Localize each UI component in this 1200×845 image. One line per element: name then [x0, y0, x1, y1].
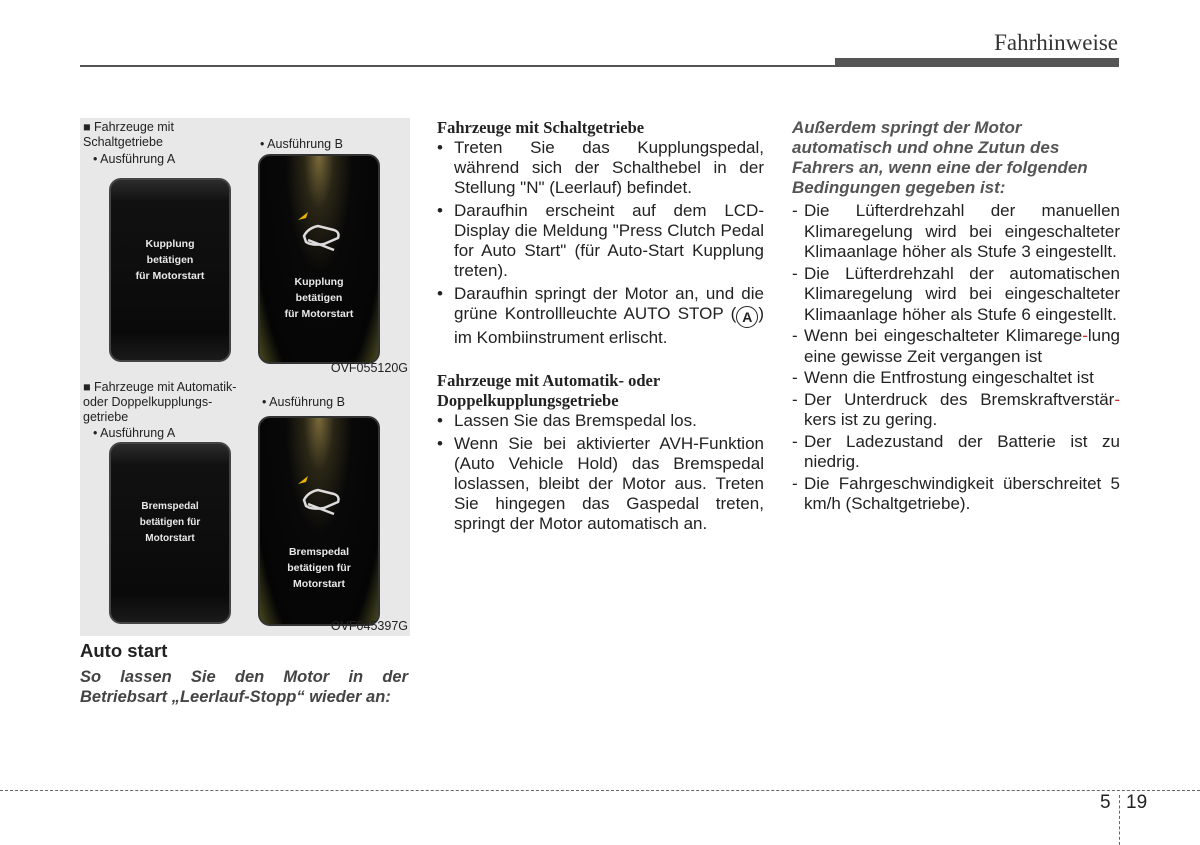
header-rule-bar: [835, 58, 1119, 67]
figure-code: OVF055120G: [330, 361, 408, 375]
figure-caption-a: • Ausführung A: [93, 152, 176, 166]
list-item: - Die Lüfterdrehzahl der automatischen Klimaregelung wird bei eingeschalteter Klimaanlage höher als Stufe 6 eingestellt.: [792, 264, 1120, 326]
manual-steps-list: [437, 138, 764, 348]
figure-caption-b: • Ausführung B: [262, 395, 345, 409]
lcd-display-a: [109, 178, 231, 362]
conditions-list: [792, 201, 1120, 515]
lcd-text-line: Bremspedal: [141, 501, 199, 512]
lcd-text-line: betätigen: [295, 292, 343, 304]
page-number: 19: [1126, 792, 1148, 813]
figure-group-caption: ■ Fahrzeuge mit Schaltgetriebe: [83, 120, 174, 149]
footer-divider: [1119, 795, 1120, 845]
list-item: - Die Fahrgeschwindigkeit überschreitet 5 km/h (Schaltgetriebe).: [792, 474, 1120, 515]
foot-pedal-icon: [294, 210, 346, 254]
lcd-text-line: Kupplung: [294, 276, 344, 288]
figure-caption-b: • Ausführung B: [260, 137, 343, 151]
lcd-text-line: Bremspedal: [288, 546, 350, 558]
lcd-display-a: [109, 442, 231, 624]
list-item-text: ) im Kombiinstrument erlischt.: [454, 304, 764, 347]
list-item: • Treten Sie das Kupplungspedal, während sich der Schalthebel in der Stellung "N" (Leerlauf) befindet.: [437, 138, 764, 198]
conditions-heading: Außerdem springt der Motor automatisch und ohne Zutun des Fahrers an, wenn eine der folgenden Bedingungen gegeben ist:: [792, 118, 1088, 197]
figure-group-caption: getriebe: [83, 410, 129, 424]
chapter-number: 5: [1100, 792, 1111, 813]
section-subheading: So lassen Sie den Motor in der Betriebsart „Leerlauf-Stopp“ wieder an:: [80, 668, 408, 706]
list-item: • Daraufhin erscheint auf dem LCD-Display die Meldung "Press Clutch Pedal for Auto Start" (für Auto-Start Kupplung treten).: [437, 201, 764, 281]
list-item: • Wenn Sie bei aktivierter AVH-Funktion (Auto Vehicle Hold) das Bremspedal loslassen, bleibt der Motor aus. Treten Sie hingegen das Gaspedal treten, springt der Motor automatisch an.: [437, 434, 764, 534]
list-item: [437, 284, 764, 348]
figure-group-caption: oder Doppelkupplungs-: [83, 395, 213, 409]
page-header-title: Fahrhinweise: [994, 30, 1118, 55]
automatic-transmission-heading: Fahrzeuge mit Automatik- oder Doppelkupplungsgetriebe: [437, 371, 660, 410]
lcd-text-line: betätigen für: [139, 517, 201, 528]
lcd-display-b: [258, 416, 380, 626]
list-item-text: Daraufhin springt der Motor an, und die grüne Kontrollleuchte AUTO STOP (: [454, 284, 764, 323]
list-item: - Der Unterdruck des Bremskraftverstär-kers ist zu gering.: [792, 390, 1120, 431]
list-item: • Lassen Sie das Bremspedal los.: [437, 411, 764, 431]
list-item: - Wenn bei eingeschalteter Klimarege-lung eine gewisse Zeit vergangen ist: [792, 326, 1120, 367]
hyphen-mark: -: [1114, 389, 1120, 409]
lcd-display-b: [258, 154, 380, 364]
section-heading: Auto start: [80, 640, 168, 661]
figure-caption-a: • Ausführung A: [93, 426, 176, 440]
column-middle: [437, 118, 764, 537]
lcd-text-line: für Motorstart: [135, 270, 205, 282]
header-rule: [80, 65, 835, 67]
figure-automatic-transmission: [80, 378, 410, 636]
column-right: [792, 118, 1120, 516]
figure-code: OVF045397G: [330, 619, 408, 633]
list-item: - Die Lüfterdrehzahl der manuellen Klimaregelung wird bei eingeschalteter Klimaanlage höher als Stufe 3 eingestellt.: [792, 201, 1120, 263]
manual-transmission-heading: Fahrzeuge mit Schaltgetriebe: [437, 118, 645, 137]
lcd-text-line: Kupplung: [145, 238, 195, 250]
auto-stop-a-icon: A: [736, 306, 758, 328]
lcd-text-line: Motorstart: [293, 578, 345, 590]
list-item: - Der Ladezustand der Batterie ist zu niedrig.: [792, 432, 1120, 473]
hyphen-mark: -: [1082, 326, 1088, 345]
lcd-text-line: betätigen: [146, 254, 194, 266]
lcd-text-line: für Motorstart: [284, 308, 354, 320]
figure-manual-transmission: [80, 118, 410, 378]
footer-rule: [0, 790, 1200, 791]
figure-group-caption: ■ Fahrzeuge mit Automatik-: [83, 380, 237, 394]
automatic-steps-list: [437, 411, 764, 534]
foot-pedal-icon: [294, 474, 346, 518]
lcd-text-line: Motorstart: [145, 533, 195, 544]
list-item: - Wenn die Entfrostung eingeschaltet ist: [792, 368, 1120, 389]
lcd-text-line: betätigen für: [287, 562, 351, 574]
